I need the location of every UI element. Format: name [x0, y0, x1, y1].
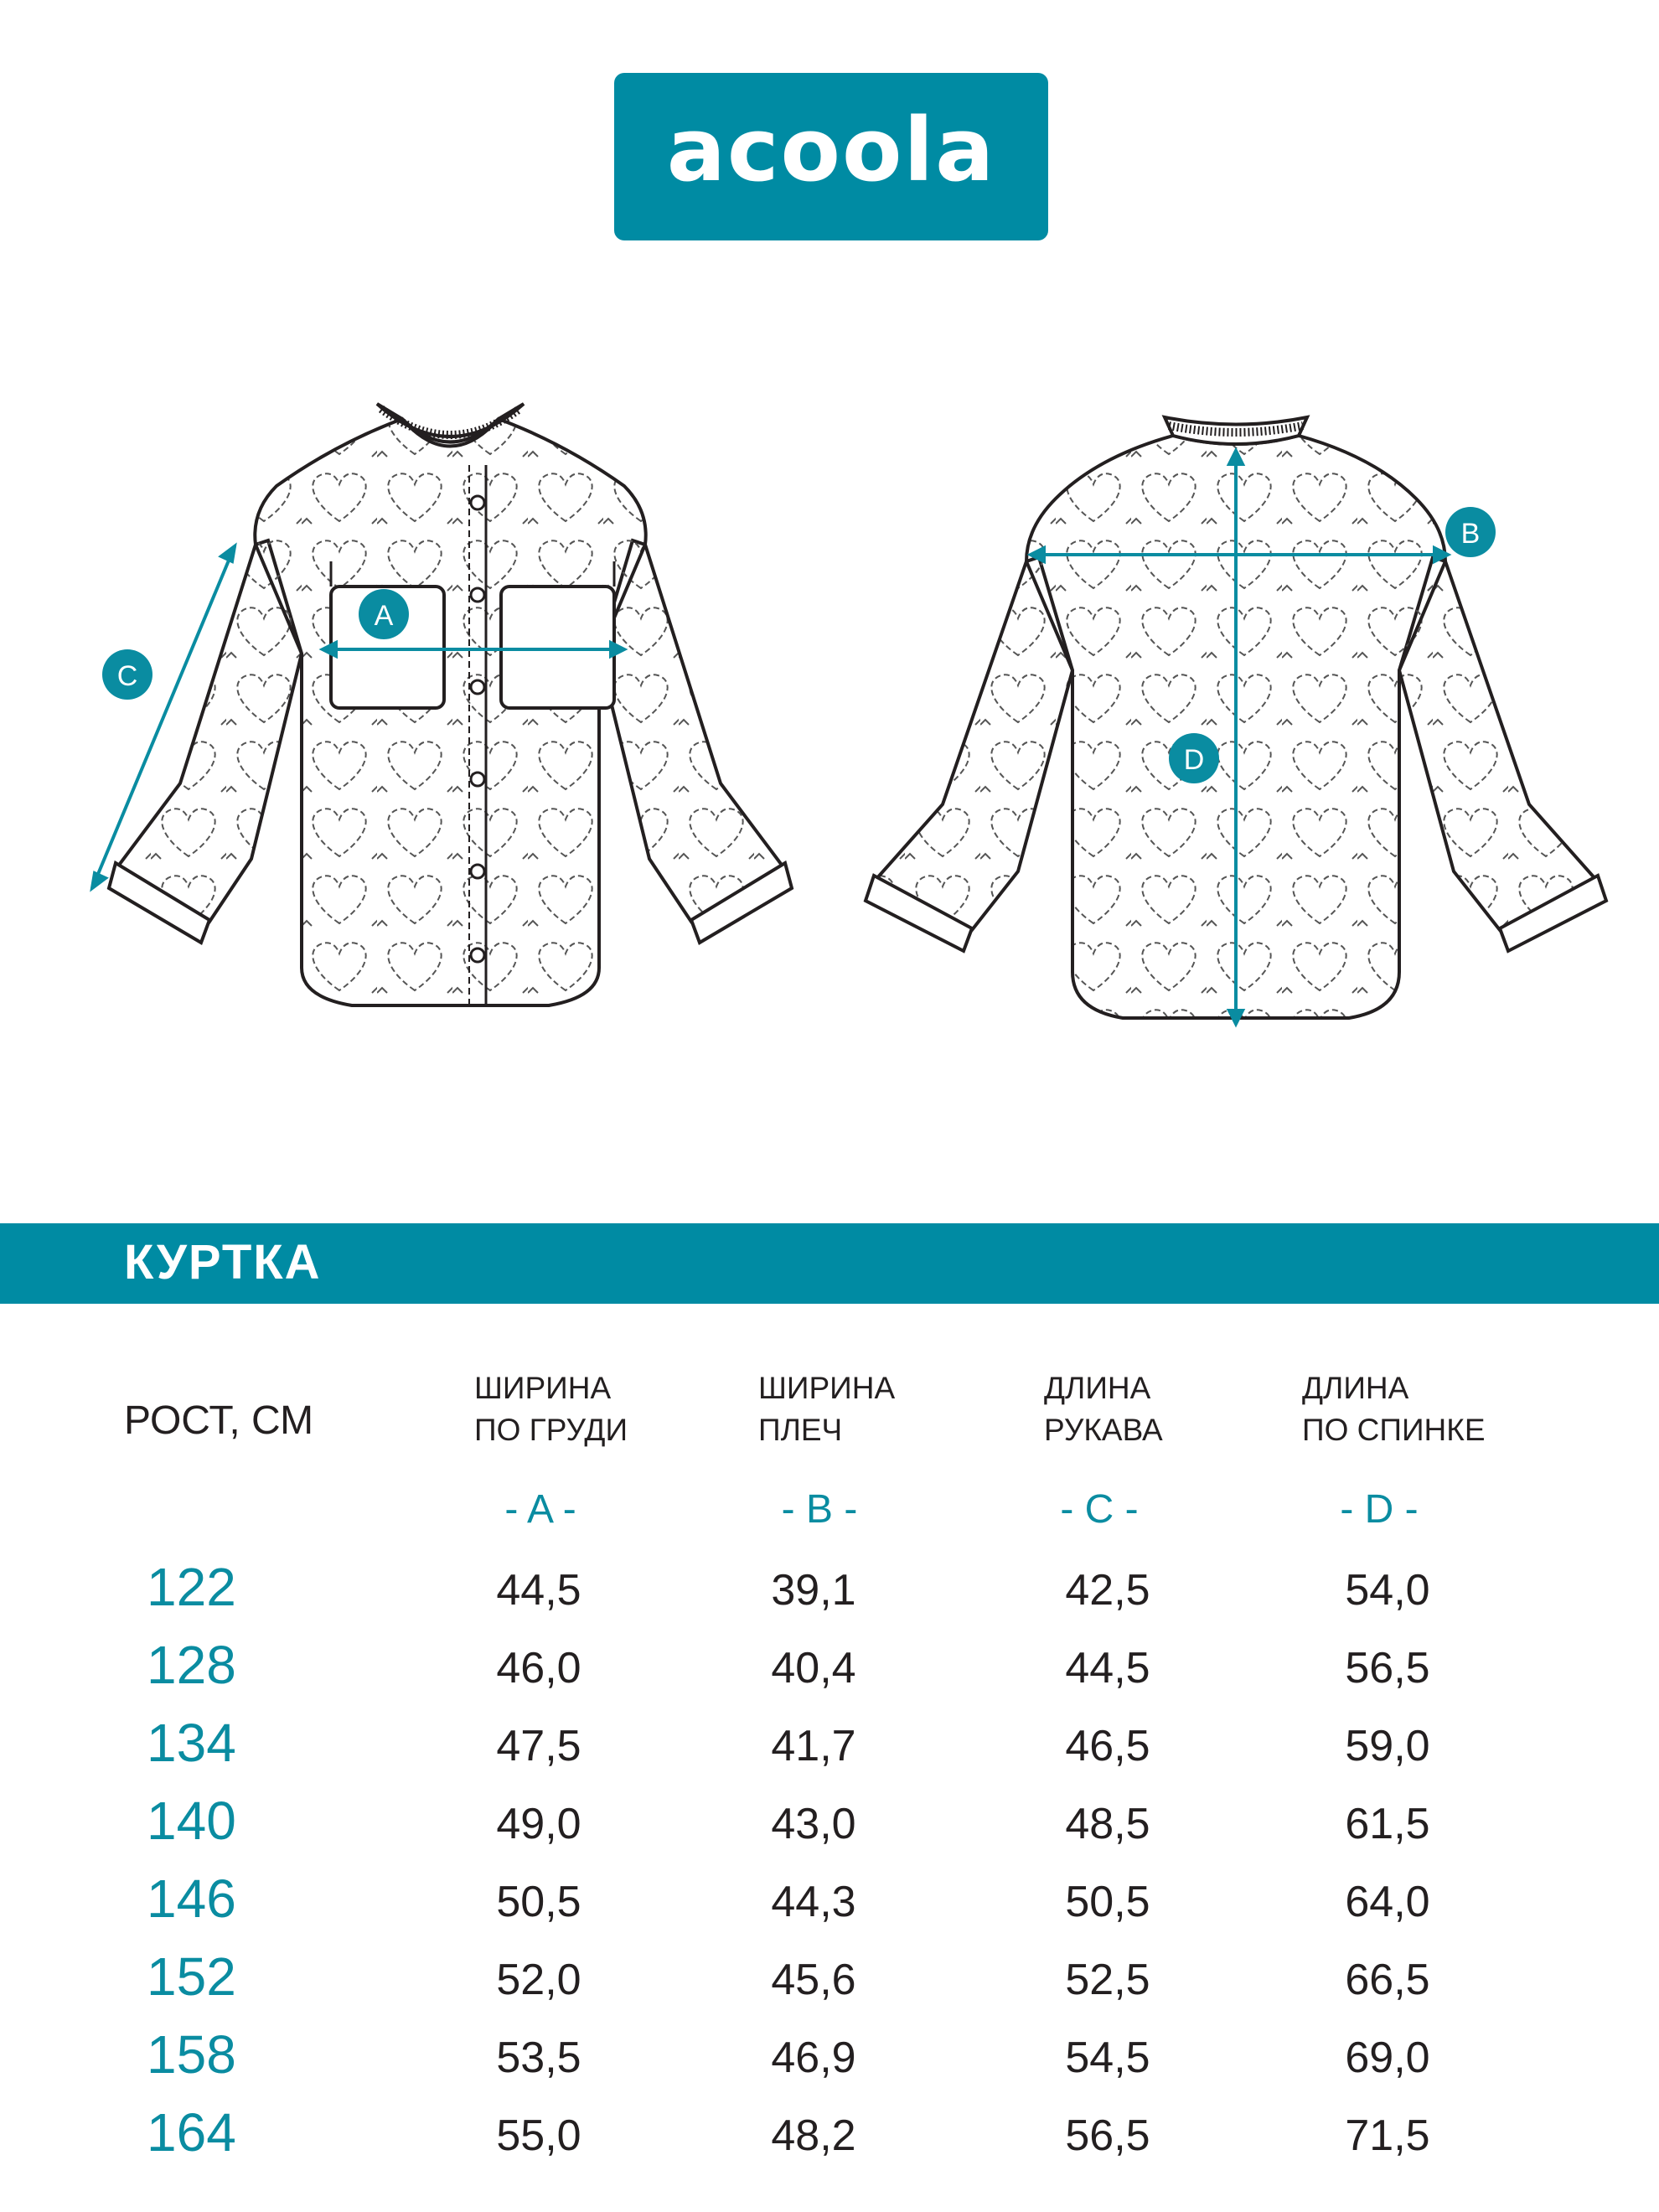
back-length-value: 66,5: [1345, 1956, 1430, 2004]
svg-text:D: D: [1183, 744, 1205, 776]
column-letter-b: - B -: [781, 1487, 858, 1532]
measure-label-d: [1169, 733, 1219, 783]
height-value: 140: [147, 1791, 236, 1851]
sleeve-value: 56,5: [1065, 2111, 1150, 2160]
height-value: 164: [147, 2102, 236, 2163]
sleeve-value: 44,5: [1065, 1644, 1150, 1693]
column-header-line: ПО ГРУДИ: [474, 1413, 628, 1447]
jacket-front-drawing: [109, 404, 792, 1005]
column-header-line: ПО СПИНКЕ: [1302, 1413, 1486, 1447]
sleeve-value: 48,5: [1065, 1800, 1150, 1848]
shoulder-value: 40,4: [771, 1644, 856, 1693]
chest-value: 52,0: [496, 1956, 581, 2004]
column-header-line: ШИРИНА: [474, 1371, 612, 1405]
column-header-shoulder: [758, 1367, 895, 1451]
table-row: [0, 1946, 1659, 2017]
sleeve-value: 46,5: [1065, 1722, 1150, 1770]
shoulder-value: 48,2: [771, 2111, 856, 2160]
chest-value: 49,0: [496, 1800, 581, 1848]
height-value: 128: [147, 1635, 236, 1695]
measure-label-a: [359, 589, 409, 639]
back-length-value: 64,0: [1345, 1878, 1430, 1926]
shoulder-value: 46,9: [771, 2034, 856, 2082]
column-header-back-length: [1302, 1367, 1486, 1451]
back-length-value: 61,5: [1345, 1800, 1430, 1848]
column-header-line: ДЛИНА: [1302, 1371, 1409, 1405]
chest-value: 53,5: [496, 2034, 581, 2082]
shoulder-value: 44,3: [771, 1878, 856, 1926]
sleeve-value: 42,5: [1065, 1566, 1150, 1615]
sleeve-value: 52,5: [1065, 1956, 1150, 2004]
height-value: 146: [147, 1868, 236, 1929]
table-row: [0, 1868, 1659, 1939]
svg-text:A: A: [374, 600, 394, 632]
table-row: [0, 1557, 1659, 1627]
chest-value: 55,0: [496, 2111, 581, 2160]
column-header-line: РУКАВА: [1044, 1413, 1163, 1447]
column-letter-c: - C -: [1060, 1487, 1139, 1532]
column-letter-d: - D -: [1340, 1487, 1419, 1532]
chest-value: 47,5: [496, 1722, 581, 1770]
column-letter-a: - A -: [504, 1487, 576, 1532]
height-value: 134: [147, 1713, 236, 1773]
height-value: 122: [147, 1557, 236, 1617]
section-banner: [0, 1223, 1659, 1304]
garment-diagram: [0, 394, 1659, 1064]
back-length-value: 59,0: [1345, 1722, 1430, 1770]
table-row: [0, 1791, 1659, 1861]
chest-value: 50,5: [496, 1878, 581, 1926]
shoulder-value: 43,0: [771, 1800, 856, 1848]
svg-text:B: B: [1460, 518, 1481, 550]
brand-logo: [614, 73, 1048, 240]
section-title: КУРТКА: [124, 1235, 322, 1289]
back-length-value: 69,0: [1345, 2034, 1430, 2082]
sleeve-value: 54,5: [1065, 2034, 1150, 2082]
table-row: [0, 1635, 1659, 1705]
shoulder-value: 45,6: [771, 1956, 856, 2004]
column-header-line: ДЛИНА: [1044, 1371, 1151, 1405]
table-header: [0, 1367, 1659, 1468]
chest-value: 44,5: [496, 1566, 581, 1615]
shoulder-value: 39,1: [771, 1566, 856, 1615]
column-header-line: ШИРИНА: [758, 1371, 896, 1405]
table-row: [0, 1713, 1659, 1783]
column-header-chest: [474, 1367, 628, 1451]
column-header-sleeve: [1044, 1367, 1163, 1451]
back-length-value: 56,5: [1345, 1644, 1430, 1693]
svg-text:C: C: [116, 660, 138, 692]
height-column-header: РОСТ, СМ: [124, 1398, 314, 1443]
table-row: [0, 2024, 1659, 2095]
height-value: 158: [147, 2024, 236, 2085]
table-row: [0, 2102, 1659, 2173]
column-header-line: ПЛЕЧ: [758, 1413, 843, 1447]
measure-label-b: [1445, 507, 1496, 557]
back-length-value: 71,5: [1345, 2111, 1430, 2160]
height-value: 152: [147, 1946, 236, 2007]
sleeve-value: 50,5: [1065, 1878, 1150, 1926]
measure-label-c: [102, 649, 152, 700]
shoulder-value: 41,7: [771, 1722, 856, 1770]
chest-value: 46,0: [496, 1644, 581, 1693]
brand-logo-text: acoola: [666, 99, 996, 201]
back-length-value: 54,0: [1345, 1566, 1430, 1615]
